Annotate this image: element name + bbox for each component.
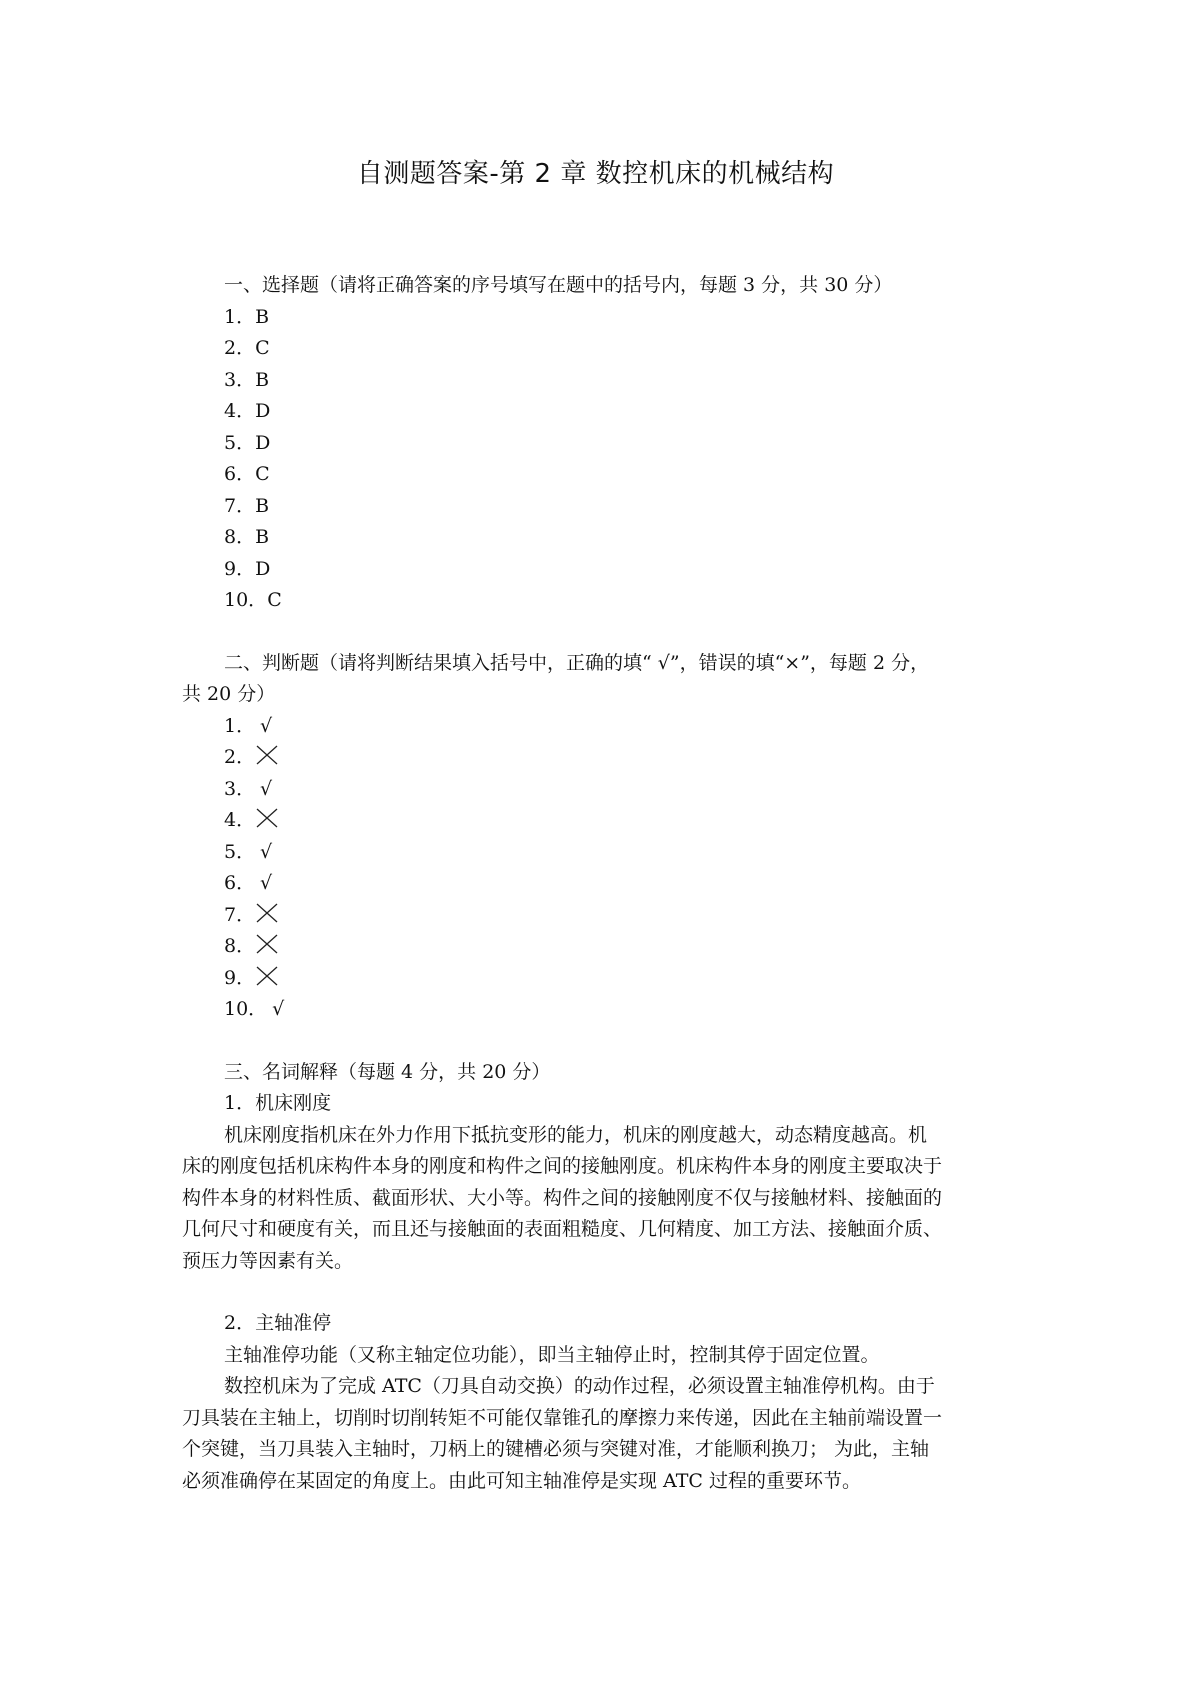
term1-definition [182, 1120, 1020, 1278]
answer-number: 4． [224, 400, 256, 422]
section2-heading-line1: 二、判断题（请将判断结果填入括号中，正确的填“ √”，错误的填“×”，每题 2 分， [224, 651, 930, 674]
answer-number: 3． [224, 777, 256, 800]
answer-letter: B [255, 368, 270, 391]
answer-number: 9． [224, 557, 256, 580]
answer-number: 2． [224, 337, 256, 359]
choice-answer-row [182, 365, 1020, 397]
answer-letter: B [255, 494, 270, 517]
section2-heading-line2: 共 20 分） [182, 683, 276, 705]
check-mark-icon: √ [260, 872, 273, 894]
answer-number: 3． [224, 368, 256, 391]
judgement-answer-row [182, 805, 1020, 837]
choice-answer-row [182, 302, 1020, 334]
choice-answer-row [182, 428, 1020, 460]
paragraph-line: 预压力等因素有关。 [182, 1249, 354, 1272]
answer-number: 2． [224, 746, 256, 768]
paragraph-line: 个突键，当刀具装入主轴时，刀柄上的键槽必须与突键对准，才能顺利换刀； 为此，主轴 [182, 1438, 930, 1460]
judgement-answer-row [182, 868, 1020, 900]
answer-number: 7． [224, 494, 256, 517]
check-mark-icon: √ [260, 714, 273, 737]
judgement-answer-row [182, 774, 1020, 806]
judgement-answer-row [182, 963, 1020, 995]
section2-answer-list [182, 711, 1020, 1026]
answer-number: 9． [224, 966, 256, 989]
judgement-answer-row [182, 931, 1020, 963]
judgement-answer-row [182, 837, 1020, 869]
answer-number: 8． [224, 935, 256, 957]
answer-letter: C [255, 463, 270, 485]
paragraph-line: 床的刚度包括机床构件本身的刚度和构件之间的接触刚度。机床构件本身的刚度主要取决于 [182, 1155, 943, 1177]
answer-number: 10． [224, 589, 268, 611]
choice-answer-row [182, 554, 1020, 586]
judgement-answer-row [182, 711, 1020, 743]
check-mark-icon: √ [260, 777, 273, 800]
paragraph-line: 必须准确停在某固定的角度上。由此可知主轴准停是实现 ATC 过程的重要环节。 [182, 1469, 861, 1492]
check-mark-icon: √ [272, 998, 285, 1020]
answer-letter: D [255, 431, 271, 454]
answer-number: 10． [224, 998, 268, 1020]
paragraph-line: 机床刚度指机床在外力作用下抵抗变形的能力，机床的刚度越大，动态精度越高。机 [224, 1123, 928, 1146]
term1-title: 1．机床刚度 [224, 1092, 332, 1114]
cross-mark-icon [255, 807, 281, 829]
cross-mark-icon [255, 933, 281, 955]
cross-mark-icon [255, 965, 281, 987]
answer-number: 8． [224, 526, 256, 548]
check-mark-icon: √ [260, 840, 273, 863]
choice-answer-row [182, 522, 1020, 554]
answer-letter: D [255, 557, 271, 580]
cross-mark-icon [255, 902, 281, 924]
page-title: 自测题答案-第 2 章 数控机床的机械结构 [356, 159, 835, 189]
choice-answer-row [182, 491, 1020, 523]
answer-letter: C [255, 337, 270, 359]
answer-number: 6． [224, 463, 256, 485]
answer-letter: D [255, 400, 271, 422]
paragraph-line: 数控机床为了完成 ATC（刀具自动交换）的动作过程，必须设置主轴准停机构。由于 [224, 1375, 935, 1397]
answer-number: 5． [224, 840, 256, 863]
choice-answer-row [182, 333, 1020, 365]
judgement-answer-row [182, 742, 1020, 774]
cross-mark-icon [255, 744, 281, 766]
choice-answer-row [182, 585, 1020, 617]
section3-heading: 三、名词解释（每题 4 分，共 20 分） [224, 1060, 551, 1083]
answer-number: 1． [224, 305, 256, 328]
answer-number: 5． [224, 431, 256, 454]
paragraph-line: 刀具装在主轴上，切削时切削转矩不可能仅靠锥孔的摩擦力来传递，因此在主轴前端设置一 [182, 1406, 943, 1429]
paragraph-line: 几何尺寸和硬度有关，而且还与接触面的表面粗糙度、几何精度、加工方法、接触面介质、 [182, 1218, 943, 1240]
answer-letter: B [255, 305, 270, 328]
answer-letter: B [255, 526, 270, 548]
answer-letter: C [267, 589, 282, 611]
judgement-answer-row [182, 994, 1020, 1026]
choice-answer-row [182, 396, 1020, 428]
choice-answer-row [182, 459, 1020, 491]
answer-number: 6． [224, 872, 256, 894]
paragraph-line: 构件本身的材料性质、截面形状、大小等。构件之间的接触刚度不仅与接触材料、接触面的 [182, 1186, 943, 1209]
section1-heading: 一、选择题（请将正确答案的序号填写在题中的括号内，每题 3 分，共 30 分） [224, 274, 893, 296]
document-body [182, 270, 1020, 1497]
answer-number: 7． [224, 903, 256, 926]
answer-number: 4． [224, 809, 256, 831]
judgement-answer-row [182, 900, 1020, 932]
answer-number: 1． [224, 714, 256, 737]
section1-answer-list [182, 302, 1020, 617]
term2-paragraph2 [182, 1371, 1020, 1497]
term2-title: 2．主轴准停 [224, 1312, 332, 1334]
term2-paragraph1: 主轴准停功能（又称主轴定位功能），即当主轴停止时，控制其停于固定位置。 [224, 1343, 880, 1366]
